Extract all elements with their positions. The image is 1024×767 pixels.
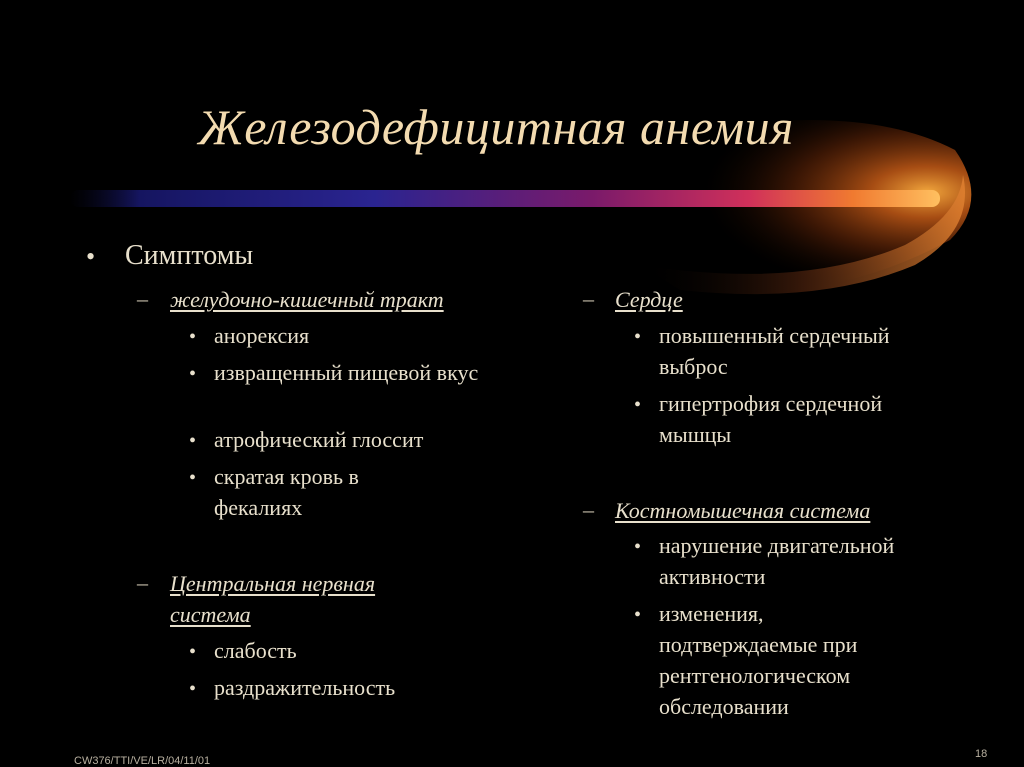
bullet-icon: • xyxy=(86,242,96,271)
list-item: скратая кровь в фекалиях xyxy=(214,464,359,520)
list-item: изменения, подтверждаемые при рентгенологическом обследовании xyxy=(659,601,858,719)
main-bullet-symptoms: Симптомы xyxy=(125,240,254,271)
dash-icon: – xyxy=(583,286,594,311)
section-heading-cns: Центральная нервная система xyxy=(170,571,376,627)
list-item: извращенный пищевой вкус xyxy=(214,360,479,385)
list-item: нарушение двигательной активности xyxy=(659,533,895,589)
slide-title: Железодефицитная анемия xyxy=(198,99,794,155)
bullet-icon: • xyxy=(189,641,197,663)
page-number: 18 xyxy=(975,748,988,760)
bullet-icon: • xyxy=(634,604,642,626)
section-heading-heart: Сердце xyxy=(615,287,683,312)
section-heading-gi-tract: желудочно-кишечный тракт xyxy=(170,287,444,312)
bullet-icon: • xyxy=(189,363,197,385)
list-item: гипертрофия сердечной мышцы xyxy=(659,391,883,447)
bullet-icon: • xyxy=(189,467,197,489)
dash-icon: – xyxy=(583,497,594,522)
dash-icon: – xyxy=(137,286,148,311)
list-item: повышенный сердечный выброс xyxy=(659,323,890,379)
list-item: анорексия xyxy=(214,323,310,348)
bullet-icon: • xyxy=(634,326,642,348)
bullet-icon: • xyxy=(189,430,197,452)
bullet-icon: • xyxy=(189,678,197,700)
section-heading-musculoskeletal: Костномышечная система xyxy=(615,498,871,523)
dash-icon: – xyxy=(137,570,148,595)
bullet-icon: • xyxy=(634,394,642,416)
list-item: слабость xyxy=(214,638,297,663)
bullet-icon: • xyxy=(634,536,642,558)
bullet-icon: • xyxy=(189,326,197,348)
list-item: раздражительность xyxy=(214,675,396,700)
footer-code: CW376/TTI/VE/LR/04/11/01 xyxy=(74,755,211,767)
list-item: атрофический глоссит xyxy=(214,427,424,452)
